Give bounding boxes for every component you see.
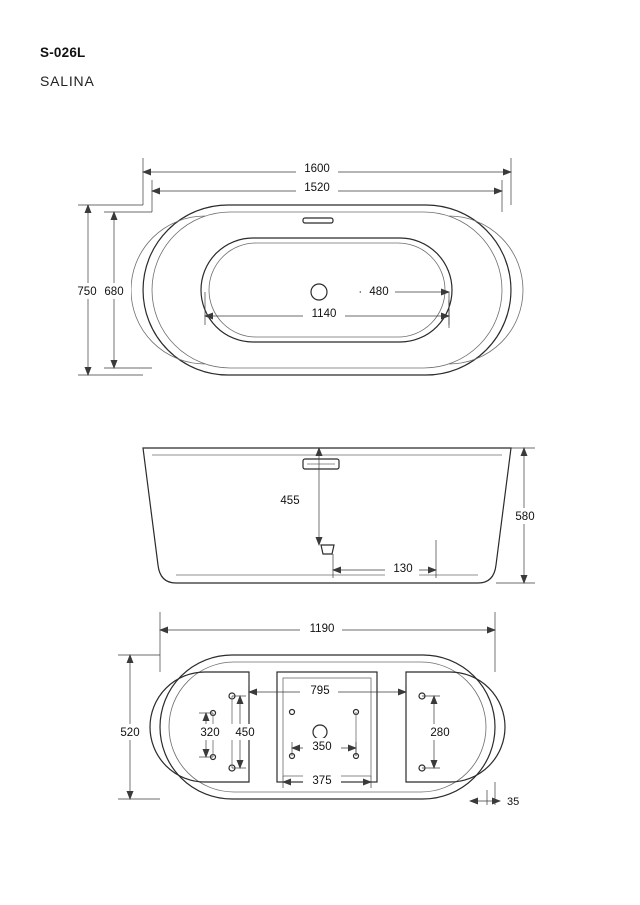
dimension-1190 [160,612,495,672]
dim-label-320: 320 [200,727,220,739]
dim-label-480: 480 [369,286,389,298]
dim-label-520: 520 [120,727,140,739]
dim-label-795: 795 [310,685,330,697]
dim-label-280: 280 [430,727,450,739]
dimension-130 [333,540,436,578]
dimension-455 [272,448,319,545]
dim-label-1190: 1190 [309,623,335,635]
dimension-375 [283,772,371,788]
dim-label-1600: 1600 [304,163,330,175]
dimension-320 [193,713,227,757]
dim-label-130: 130 [393,563,413,575]
dim-label-1520: 1520 [304,182,330,194]
dim-label-680: 680 [104,286,124,298]
front-view-outline [143,448,511,583]
overflow-slot-top [303,218,333,223]
dimension-350 [292,738,356,756]
top-view-outline [131,205,523,375]
dim-label-35: 35 [507,796,520,808]
dimension-450 [228,696,262,768]
drain-circle-bottom [313,725,327,739]
dim-label-750: 750 [77,286,97,298]
dimension-1520 [152,180,502,212]
page-title: S-026L [40,45,86,60]
dimension-520 [112,655,160,799]
dim-label-450: 450 [235,727,255,739]
dim-label-455: 455 [280,495,300,507]
dimension-280 [422,696,457,768]
dim-label-580: 580 [515,511,535,523]
drain-outlet-front [321,545,334,554]
dimension-1140 [205,292,449,325]
dimension-35 [470,782,519,808]
drain-circle-top [311,284,327,300]
dim-label-375: 375 [312,775,332,787]
dim-label-1140: 1140 [311,308,337,320]
dim-label-350: 350 [312,741,332,753]
dimension-795 [249,672,406,698]
dimension-680 [97,212,152,368]
model-name: SALINA [40,73,95,89]
dimension-480 [360,284,449,328]
